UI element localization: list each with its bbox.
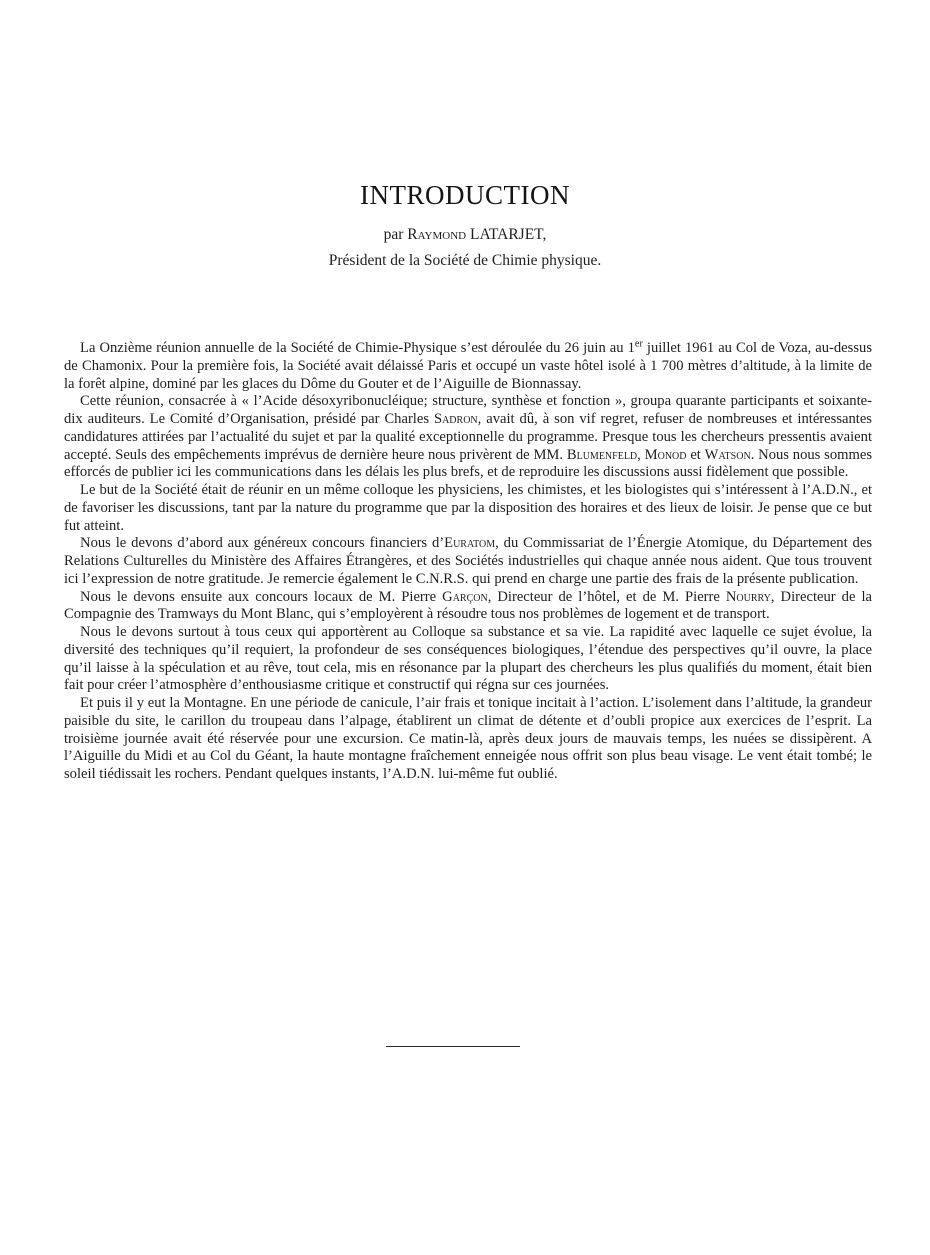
paragraph-4-text-a: Nous le devons d’abord aux généreux concours financiers d’	[80, 535, 445, 552]
paragraph-2-text-a: Cette réunion, consacrée à « l’Acide désoxyribonucléique; structure, synthèse et fonction », groupa quarante participants et soixante-dix auditeurs. Le Comité d’Organisation, présidé par Charles	[64, 393, 872, 427]
name-monod: Monod	[644, 446, 687, 463]
paragraph-1-text-b: juillet 1961 au Col de Voza, au-dessus de Chamonix. Pour la première fois, la Société avait délaissé Paris et occupé un vaste hôtel isolé à 1 700 mètres d’altitude, à la limite de la forêt alpine, dominé par les glaces du Dôme du Gouter et de l’Aiguille de Bionnassay.	[64, 340, 872, 392]
byline	[0, 226, 930, 244]
paragraph-2-text-d: et	[686, 446, 705, 463]
paragraph-2-text-c: ,	[637, 446, 645, 463]
paragraph-2-text-e: . Nous nous sommes efforcés de publier ici les communications dans les délais les plus brefs, et de reproduire les discussions aussi fidèlement que possible.	[64, 446, 872, 481]
paragraph-4	[64, 535, 872, 588]
name-blumenfeld: Blumenfeld	[566, 446, 638, 463]
paragraph-5-text-a: Nous le devons ensuite aux concours locaux de M. Pierre	[80, 588, 443, 605]
author-role: Président de la Société de Chimie physique.	[328, 252, 602, 269]
author-last-name: LATARJET,	[469, 226, 547, 243]
paragraph-2-text-b: , avait dû, à son vif regret, refuser de nombreuses et intéressantes candidatures attirées par l’actualité du sujet et par la qualité exceptionnelle du programme. Presque tous les chercheurs pressentis avaient accepté. Seuls des empêchements imprévus de dernière heure nous privèrent de MM.	[64, 411, 872, 463]
paragraph-5-text-b: , Directeur de l’hôtel, et de M. Pierre	[487, 588, 726, 605]
paragraph-3: Le but de la Société était de réunir en un même colloque les physiciens, les chimistes, et les biologistes qui s’intéressent à l’A.D.N., et de favoriser les discussions, tant par la nature du programme que par la disposition des horaires et des lieux de loisir. Je pense que ce but fut atteint.	[64, 482, 872, 534]
name-watson: Watson	[704, 446, 751, 463]
paragraph-7: Et puis il y eut la Montagne. En une période de canicule, l’air frais et tonique incitait à l’action. L’isolement dans l’altitude, la grandeur paisible du site, le carillon du troupeau dans l’alpage, établirent un climat de détente et d’oubli propice aux exercices de l’esprit. La troisième journée avait été réservée pour une excursion. Ce matin-là, après deux jours de mauvais temps, les nuées se dissipèrent. A l’Aiguille du Midi et au Col du Géant, la haute montagne fraîchement enneigée nous offrit son plus beau visage. Le vent était tombé; le soleil tiédissait les rochers. Pendant quelques instants, l’A.D.N. lui-même fut oublié.	[64, 695, 872, 782]
name-sadron: Sadron	[433, 411, 478, 427]
closing-rule	[386, 1046, 520, 1047]
ordinal-superscript: er	[634, 338, 643, 350]
author-first-name: Raymond	[407, 226, 467, 243]
paragraph-5-text-c: , Directeur de la Compagnie des Tramways du Mont Blanc, qui s’employèrent à résoudre tous nos problèmes de logement et de transport.	[64, 588, 872, 623]
paragraph-6: Nous le devons surtout à tous ceux qui apportèrent au Colloque sa substance et sa vie. La rapidité avec laquelle ce sujet évolue, la diversité des techniques qu’il requiert, la profondeur de ses conséquences biologiques, l’étendue des perspectives qu’il ouvre, la place qu’il laisse à la spéculation et au rêve, tout cela, mis en résonance par la plupart des chercheurs les plus qualifiés du moment, était bien fait pour créer l’atmosphère d’enthousiasme critique et constructif qui régna sur ces journées.	[64, 624, 872, 694]
page-title: INTRODUCTION	[360, 180, 570, 210]
paragraph-1	[64, 340, 872, 393]
body-text	[64, 340, 872, 784]
name-nourry: Nourry	[725, 588, 771, 605]
byline-prefix: par	[383, 226, 404, 243]
paragraph-2	[64, 393, 872, 482]
name-euratom: Euratom	[444, 535, 496, 552]
paragraph-5	[64, 589, 872, 625]
name-garcon: Garçon	[442, 588, 488, 605]
paragraph-4-text-b: , du Commissariat de l’Énergie Atomique, du Département des Relations Culturelles du Ministère des Affaires Étrangères, et des Sociétés industrielles qui chaque année nous aident. Que tous trouvent ici l’expression de notre gratitude. Je remercie également le C.N.R.S. qui prend en charge une partie des frais de la présente publication.	[64, 535, 872, 587]
paragraph-1-text-a: La Onzième réunion annuelle de la Société de Chimie-Physique s’est déroulée du 26 juin au 1	[80, 340, 635, 356]
